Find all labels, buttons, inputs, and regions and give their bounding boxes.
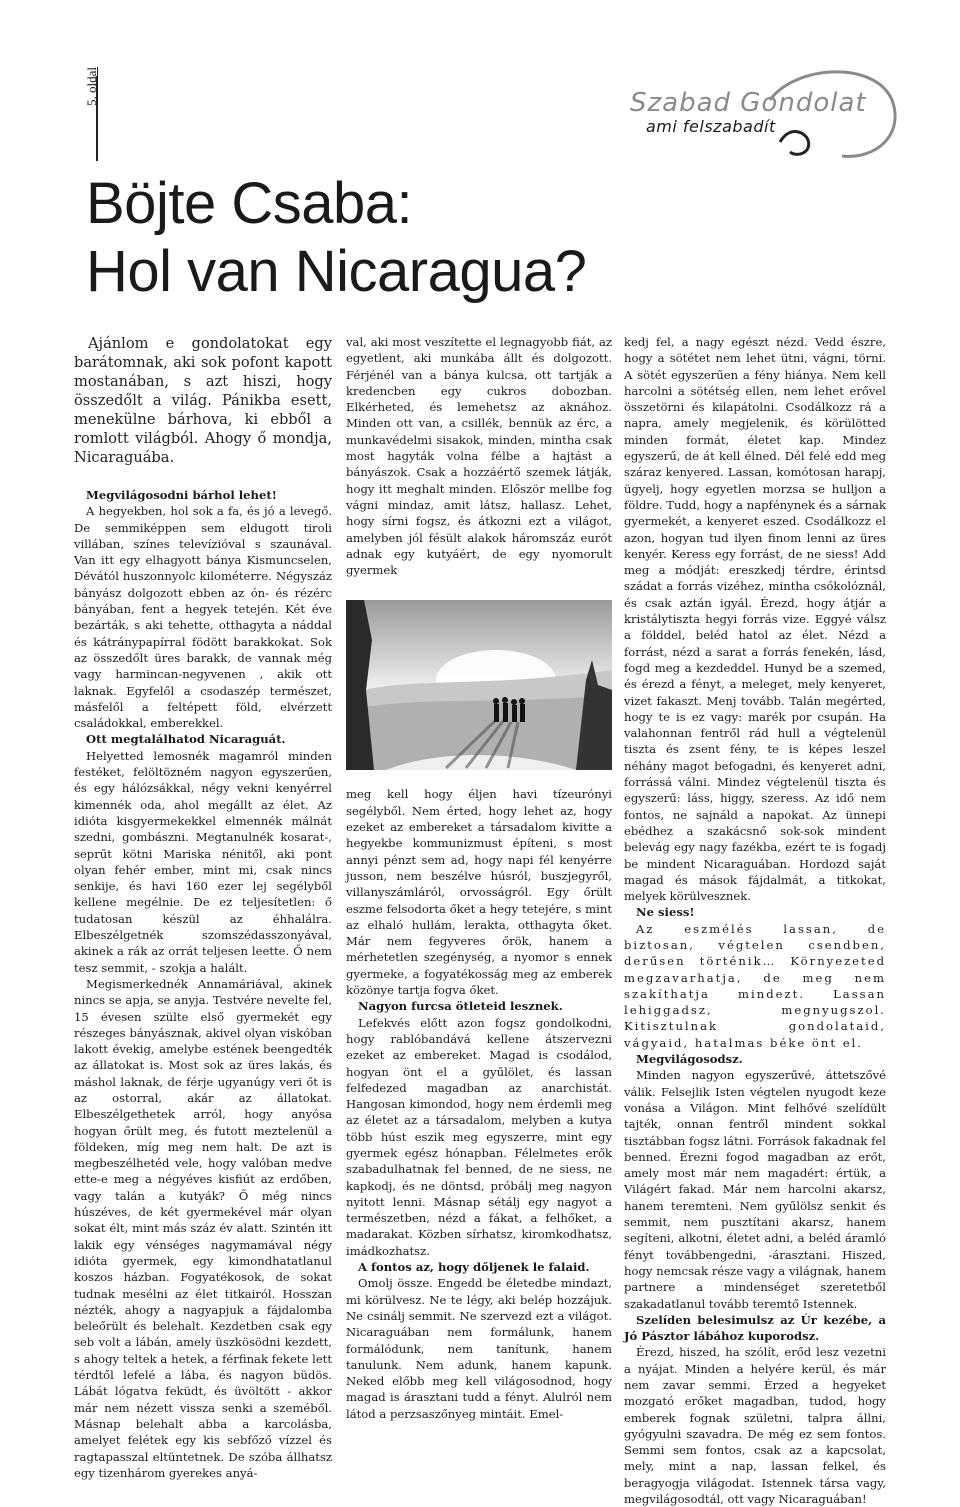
body-paragraph: Az eszmélés lassan, de biztosan, végtelen csendben, derűsen történik… Környezeted megzavarhatja, de meg nem szakíthatja mindezt. Lassan lehiggadsz, megnyugszol. Kitisztulnak gondolataid, vágyaid, hatalmas béke önt el.	[624, 921, 886, 1050]
body-paragraph: meg kell hogy éljen havi tízeurónyi segélyből. Nem érted, hogy lehet az, hogy ezeket az embereket a társadalom kivitte a hegyekbe kommunizmust építeni, s most annyi pénzt sem ad, hogy napi fél kenyérre jusson, nem beszélve húsról, buszjegyről, villanyszámláról, orvosságról. Egy őrült eszme felsodorta őket a hegy tetejére, s mint az elhaló hullám, lerakta, otthagyta őket. Már nem fegyveres őrök, hanem a mérhetetlen szegénység, a nyomor s ennek gyermeke, a fogyatékosság meg az emberek közönye tartja fogva őket.	[346, 787, 612, 998]
subheading: Ne siess!	[636, 905, 695, 920]
subheading: A fontos az, hogy dőljenek le falaid.	[358, 1260, 590, 1275]
body-paragraph: Lefekvés előtt azon fogsz gondolkodni, hogy rablóbandává kellene átszervezni ezeket az embereket. Magad is csodálod, hogyan önt el a gyűlölet, és lassan felfedezed magadban az anarchistát. Hangosan kimondod, hogy nem érdemli meg az életet az a társadalom, melyben a kutya több húst eszik meg egyszerre, mint egy gyermek egész hónapban. Félelmetes erők szabadulhatnak fel benned, de ne siess, ne kapkodj, és ne döntsd, próbálj meg nagyon nyitott lenni. Másnap sétálj egy nagyot a természetben, nézd a fákat, a felhőket, a madarakat. Közben sírhatsz, kiromkodhatsz, imádkozhatsz.	[346, 1015, 612, 1258]
body-paragraph: val, aki most veszítette el legnagyobb fiát, az egyetlent, aki munkába állt és dolgozott. Férjénél van a bánya kulcsa, ott tartják a kredencben egy cukros dobozban. Elkérheted, és lemehetsz az aknához. Minden ott van, a csillék, bennük az érc, a munkavédelmi sisakok, minden, mintha csak most hagyták volna félbe a hajtást a bányászok. Csak a hozzáértő szemek látják, hogy itt meghalt minden. Először mellbe fog vágni mindaz, amit látsz, hallasz. Lehet, hogy sírni fogsz, és átkozni ezt a világot, amelyben jól fésült alakok háromszáz eurót adnak egy kutyáért, de egy nyomorult gyermek	[346, 335, 612, 578]
body-paragraph: kedj fel, a nagy egészt nézd. Vedd észre, hogy a sötétet nem lehet ütni, vágni, törni. A sötét egyszerűen a fény hiánya. Nem kell harcolni a sötétség ellen, nem lehet erővel összetörni és kilapátolni. Csodálkozz rá a napra, amely megjelenik, és körülötted minden formát, életet kap. Mindez egyszerű, de át kell élned. Dél felé edd meg száraz kenyered. Lassan, komótosan harapj, ügyelj, hogy egyetlen morzsa se hulljon a földre. Tudd, hogy a napfénynek és a sárnak gyermekét, a kenyeret eszed. Csodálkozz el azon, hogyan tud ilyen finom lenni az üres kenyér. Keress egy forrást, de ne siess! Add meg a módját: ereszkedj térdre, érintsd szádat a forrás vizéhez, mintha csókolóznál, és csak aztán igyál. Érezd, hogy átjár a kristálytiszta hegyi forrás vize. Eggyé válsz a földdel, beléd hatol az élet. Nézd a forrást, nézd a sarat a forrás fenekén, lásd, fogd meg a kezdeddel. Hunyd be a szemed, és érezd a fényt, a meleget, mely kenyeret, vizet fakaszt. Menj tovább. Talán megérted, hogy te is ez vagy: marék por csupán. Ha valahonnan fentről rád hull a végtelenül tiszta és zsent fény, te is képes leszel néhány magot befogadni, és kenyeret adni, forrássá válni. Mindez végtelenül tiszta és egyszerű: láss, higgy, szeress. Az idő nem fontos, ne sajnáld a napokat. Az ünnepi ebédhez a szakácsnő sok-sok mindent belevág egy nagy fazékba, ezért te is fogadj be mindent Nicaraguában. Hordozd saját magad és mások fájdalmát, a titkokat, melyek körülvesznek.	[624, 335, 886, 904]
lead-paragraph: Ajánlom e gondolatokat egy barátomnak, aki sok pofont kapott mostanában, s azt hiszi, hogy összedőlt a világ. Pánikba esett, menekülne bárhova, ki ebből a romlott világból. Ahogy ő mondja, Nicaraguába.	[74, 335, 332, 466]
logo-subtitle: ami felszabadít	[646, 117, 776, 136]
subheading: Nagyon furcsa ötleteid lesznek.	[358, 999, 563, 1014]
body-paragraph: Helyetted lemosnék magamról minden festéket, felöltözném nagyon egyszerűen, és egy hálózsákkal, négy vekni kenyérrel kimennék oda, ahol megállt az élet. Az idióta kisgyermekekkel elmennék málnát szedni, gombászni. Megtanulnék kosarat-, seprűt kötni Mariska nénitől, aki pont olyan fehér ember, mint mi, csak nincs senkije, és havi 160 ezer lej segélyből kellene megélnie. De ez teljesítetlen: ő tudatosan készül az éhhalálra. Elbeszélgetnék szomszédasszonyával, akinek a rák az orrát teljesen leette. Ő nem tesz semmit, - szokja a halált.	[74, 748, 332, 975]
logo-title: Szabad Gondolat	[630, 88, 867, 118]
article-headline	[86, 170, 586, 306]
article-column-1	[74, 334, 332, 1481]
headline-line-2: Hol van Nicaragua?	[86, 239, 587, 304]
body-paragraph: Minden nagyon egyszerűvé, áttetszővé válik. Felsejlik Isten végtelen nyugodt keze vonása a Világon. Mint felhővé szelídült tajték, onnan fentről mindent sokkal tisztábban fogsz látni. Források fakadnak fel benned. Érezni fogod magadban az erőt, amely most már nem magadért: értük, a Világért fakad. Már nem harcolni akarsz, hanem teremteni. Nem gyűlölsz senkit és semmit, nem pusztítani akarsz, hanem segíteni, alkotni, életet adni, a beléd áramló fényt továbbengedni, -árasztani. Hiszed, hogy nemcsak része vagy a világnak, hanem partnere a mindenséget szeretetből szakadatlanul tovább teremtő Istennek.	[624, 1068, 886, 1311]
article-column-3	[624, 334, 886, 1507]
body-paragraph: Érezd, hiszed, ha szólít, erőd lesz vezetni a nyájat. Minden a helyére kerül, és már nem zavar semmi. Érzed a hegyeket mozgató erőket magadban, tudod, hogy emberek fognak születni, talpra állni, gyógyulni szavadra. De még ez sem fontos. Semmi sem fontos, csak az a kapcsolat, mely, mint a nap, lassan felkel, és beragyogja világodat. Istennek társa vagy, megvilágosodtál, ott vagy Nicaraguában!	[624, 1345, 886, 1507]
subheading: Szelíden belesimulsz az Úr kezébe, a Jó Pásztor lábához kuporodsz.	[624, 1312, 886, 1344]
article-column-2	[346, 334, 612, 1422]
body-paragraph: A hegyekben, hol sok a fa, és jó a levegő. De semmiképpen sem eldugott tiroli villában, színes televízióval s szaunával. Van itt egy elhagyott bánya Kismuncselen, Dévától huszonnyolc kilométerre. Négyszáz bányász dolgozott ebben az ón- és rézérc bányában, fent a hegyek tetején. Két éve bezárták, s aki tehette, otthagyta a náddal és kátránypapírral födött barakkokat. Sok az összedőlt üres barakk, de vannak még vagy harmincan-negyvenen , akik ott laknak. Egyfelől a csodaszép természet, másfelől a feltépett föld, elvérzett családokkal, emberekkel.	[74, 504, 332, 731]
page-number: 5. oldal	[84, 67, 99, 106]
body-paragraph: Megismerkednék Annamáriával, akinek nincs se apja, se anyja. Testvére nevelte fel, 15 évesen szülte első gyermekét egy részeges bányásznak, akivel olyan viskóban lakott évekig, amelybe estének beengedték az állatokat is. Most sok az üres lakás, és máshol laknak, de férje ugyanúgy veri őt is az ostorral, akár az állatokat. Elbeszélgethetek arról, hogy anyósa hogyan őrült meg, és futott meztelenül a földeken, míg meg nem halt. De azt is megbeszélhetéd vele, hogy valóban medve ette-e meg a négyéves kisfiút az erdőben, vagy talán a kutyák? Ő még nincs húszéves, de két gyermekével már olyan sokat élt, mint más száz év alatt. Szintén itt lakik egy vénséges nagymamával négy idióta gyermek, egy kimondhatatlanul koszos házban. Fogyatékosok, de sokat tudnak mesélni az élet titkairól. Hosszan nézték, ahogy a nagyapjuk a fájdalomba beleőrült és belehalt. Kezdetben csak egy seb volt a lábán, amely üszkösödni kezdett, s ahogy teltek a hetek, a férfinak fekete lett térdtől lefelé a lába, és nagyon büdös. Lábát lógatva feküdt, és üvöltött - akkor már nem nézett vissza senki a szeméből. Másnap belehalt abba a karcolásba, amelyet felétek egy kis sebfőző vízzel és ragtapasszal eltüntetnek. De szóba állhatsz egy tizenhárom gyerekes anyá-	[74, 976, 332, 1480]
hikers-mountain-photo	[346, 600, 612, 770]
body-paragraph: Omolj össze. Engedd be életedbe mindazt, mi körülvesz. Ne te légy, aki belép hozzájuk. Ne csinálj semmit. Ne szervezd ezt a világot. Nicaraguában nem formálunk, hanem formálódunk, nem tanítunk, hanem tanulunk. Nem adunk, hanem kapunk. Neked előbb meg kell világosodnod, hogy magad is árasztani tudd a fényt. Alulról nem látod a perzsaszőnyeg mintáit. Emel-	[346, 1276, 612, 1421]
subheading: Ott megtalálhatod Nicaraguát.	[86, 732, 286, 747]
headline-line-1: Böjte Csaba:	[86, 171, 413, 236]
subheading: Megvilágosodni bárhol lehet!	[86, 488, 277, 502]
subheading: Megvilágosodsz.	[636, 1052, 743, 1067]
